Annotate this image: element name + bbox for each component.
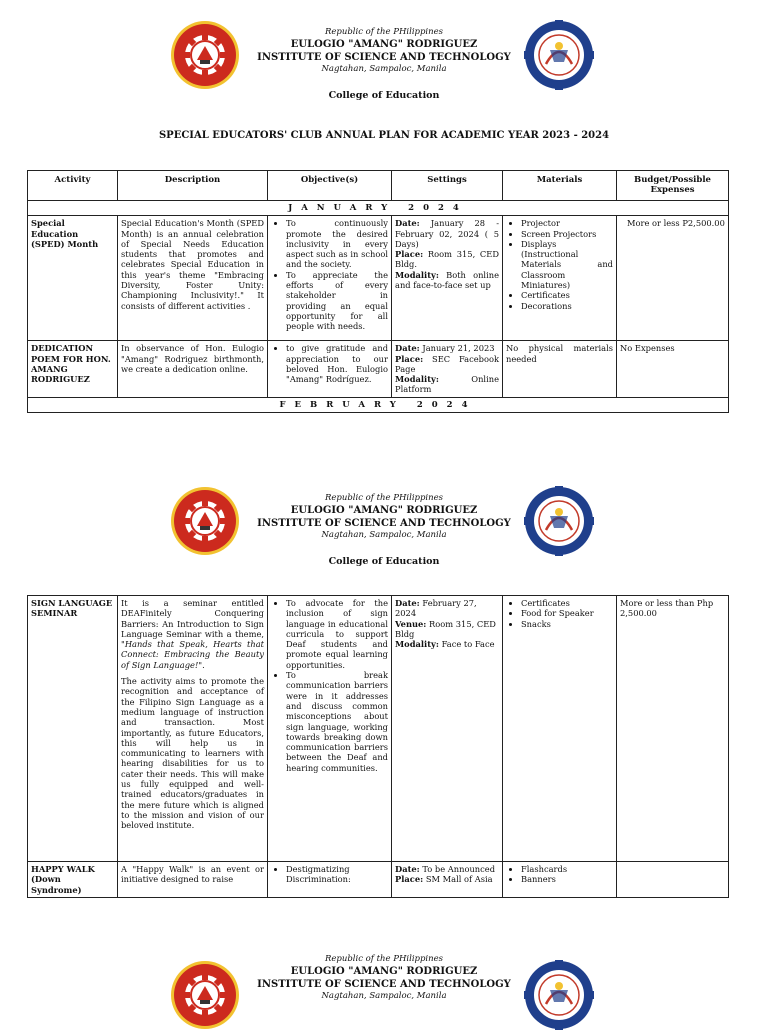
page-2 xyxy=(0,466,768,916)
objectives-cell xyxy=(268,862,392,898)
modality-label: Modality: xyxy=(395,269,439,280)
budget-cell: More or less P2,500.00 xyxy=(617,216,729,341)
column-header-settings: Settings xyxy=(392,171,503,201)
modality-label: Modality: xyxy=(395,639,439,650)
modality-value: Face to Face xyxy=(441,639,495,650)
settings-cell xyxy=(392,341,503,397)
material-item: • Certificates xyxy=(521,290,613,300)
table-row xyxy=(28,862,729,898)
institution-name-line-2: INSTITUTE OF SCIENCE AND TECHNOLOGY xyxy=(257,979,511,990)
material-item: • Food for Speaker xyxy=(521,608,613,618)
objectives-cell xyxy=(268,341,392,397)
modality-value: Both online and face-to-face set up xyxy=(395,269,499,291)
material-item: • Certificates xyxy=(521,598,613,608)
place-value: SEC Facebook Page xyxy=(395,353,499,374)
month-label: JANUARY 2024 xyxy=(28,201,729,216)
date-value: January 21, 2023 xyxy=(422,343,495,354)
place-label: Place: xyxy=(395,353,424,364)
letterhead xyxy=(0,493,768,567)
objectives-cell xyxy=(268,216,392,341)
material-item: • Snacks xyxy=(521,619,613,629)
activity-cell: Special Education (SPED) Month xyxy=(28,216,118,341)
description-paragraph-2: The activity aims to promote the recognition and acceptance of the Filipino Sign Language as a medium language of instruction and transaction. Most importantly, as future Educators, this will help us in communicating to learners with hearing disabilities for us to cater their needs. This will make us fully equipped and well-trained educators/graduates in the mere future which is aligned to the mission and vision of our beloved institute. xyxy=(121,676,264,831)
place-label: Place: xyxy=(395,249,424,260)
letterhead xyxy=(0,954,768,1002)
place-label: Place: xyxy=(395,874,424,885)
column-header-budget: Budget/Possible Expenses xyxy=(617,171,729,201)
materials-cell xyxy=(503,862,617,898)
month-label: FEBRUARY 2024 xyxy=(28,397,729,412)
materials-cell: No physical materials needed xyxy=(503,341,617,397)
letterhead xyxy=(0,27,768,101)
college-name: College of Education xyxy=(328,556,440,567)
materials-cell xyxy=(503,216,617,341)
description-theme: "Hands that Speak, Hearts that Connect: Embracing the Beauty of Sign Language!" xyxy=(121,639,264,670)
objective-item: • To break communication barriers were in it addresses and discuss common misconceptions about sign language, working towards breaking down communication barriers between the Deaf and hearing communities. xyxy=(286,670,388,773)
activity-cell: DEDICATION POEM FOR HON. AMANG RODRIGUEZ xyxy=(28,341,118,397)
material-item: • Banners xyxy=(521,874,613,884)
objective-item: • to give gratitude and appreciation to our beloved Hon. Eulogio "Amang" Rodríguez. xyxy=(286,343,388,384)
objectives-cell xyxy=(268,596,392,862)
republic-line: Republic of the PHilippines xyxy=(324,493,444,503)
institution-name-line-1: EULOGIO "AMANG" RODRIGUEZ xyxy=(290,966,478,977)
institution-name-line-1: EULOGIO "AMANG" RODRIGUEZ xyxy=(290,39,478,50)
modality-label: Modality: xyxy=(395,374,439,385)
column-header-activity: Activity xyxy=(28,171,118,201)
republic-line: Republic of the PHilippines xyxy=(324,27,444,37)
description-end: . xyxy=(202,659,205,670)
date-value: February 27, 2024 xyxy=(395,598,477,619)
materials-cell xyxy=(503,596,617,862)
annual-plan-table-continued xyxy=(27,595,729,898)
budget-cell: More or less than Php 2,500.00 xyxy=(617,596,729,862)
description-cell: Special Education's Month (SPED Month) is an annual celebration of Special Needs Education students that promotes and celebrates Special Education in this year's theme "Embracing Diversity, Foster Unity: Championing Inclusivity!." It consists of different activities . xyxy=(118,216,268,341)
description-cell: In observance of Hon. Eulogio "Amang" Rodriguez birthmonth, we create a dedication online. xyxy=(118,341,268,397)
place-value: Room 315, CED Bldg. xyxy=(395,249,499,270)
table-row xyxy=(28,596,729,862)
budget-cell xyxy=(617,862,729,898)
date-label: Date: xyxy=(395,343,420,354)
date-label: Date: xyxy=(395,864,420,874)
month-row-february xyxy=(28,397,729,412)
institution-name-line-1: EULOGIO "AMANG" RODRIGUEZ xyxy=(290,505,478,516)
description-cell xyxy=(118,596,268,862)
material-item: • Flashcards xyxy=(521,864,613,874)
date-label: Date: xyxy=(395,598,420,608)
description-intro: It is a seminar entitled DEAFinitely Conquering Barriers: An Introduction to Sign Language Seminar with a theme, xyxy=(121,598,264,639)
institution-name-line-2: INSTITUTE OF SCIENCE AND TECHNOLOGY xyxy=(257,518,511,529)
place-value: SM Mall of Asia xyxy=(425,874,493,885)
activity-cell: HAPPY WALK (Down Syndrome) xyxy=(28,862,118,898)
column-header-description: Description xyxy=(118,171,268,201)
description-cell: A "Happy Walk" is an event or initiative designed to raise xyxy=(118,862,268,898)
material-item: • Screen Projectors xyxy=(521,229,613,239)
activity-cell: SIGN LANGUAGE SEMINAR xyxy=(28,596,118,862)
table-row xyxy=(28,216,729,341)
table-row xyxy=(28,341,729,397)
objective-item: • To continuously promote the desired inclusivity in every aspect such as in school and the society. xyxy=(286,218,388,269)
date-value: To be Announced xyxy=(422,864,496,874)
date-value: January 28 - February 02, 2024 ( 5 Days) xyxy=(395,218,499,249)
material-item: • Projector xyxy=(521,218,613,228)
table-header-row xyxy=(28,171,729,201)
modality-value: Online Platform xyxy=(395,374,499,395)
column-header-objectives: Objective(s) xyxy=(268,171,392,201)
settings-cell xyxy=(392,216,503,341)
objective-item: • Destigmatizing Discrimination: xyxy=(286,864,388,885)
settings-cell xyxy=(392,862,503,898)
institution-location: Nagtahan, Sampaloc, Manila xyxy=(321,530,447,540)
page-3 xyxy=(0,932,768,1024)
date-label: Date: xyxy=(395,218,420,229)
plan-title: SPECIAL EDUCATORS' CLUB ANNUAL PLAN FOR ACADEMIC YEAR 2023 - 2024 xyxy=(158,130,610,141)
budget-cell: No Expenses xyxy=(617,341,729,397)
college-name: College of Education xyxy=(328,90,440,101)
column-header-materials: Materials xyxy=(503,171,617,201)
institution-location: Nagtahan, Sampaloc, Manila xyxy=(321,64,447,74)
material-item: • Displays (Instructional Materials and Classroom Miniatures) xyxy=(521,239,613,290)
annual-plan-table xyxy=(27,170,729,413)
venue-value: Room 315, CED Bldg xyxy=(395,618,496,639)
institution-name-line-2: INSTITUTE OF SCIENCE AND TECHNOLOGY xyxy=(257,52,511,63)
institution-location: Nagtahan, Sampaloc, Manila xyxy=(321,991,447,1001)
settings-cell xyxy=(392,596,503,862)
objective-item: • To appreciate the efforts of every stakeholder in providing an equal opportunity for all people with needs. xyxy=(286,270,388,332)
month-row-january xyxy=(28,201,729,216)
page-1 xyxy=(0,0,768,430)
venue-label: Venue: xyxy=(395,618,427,629)
objective-item: • To advocate for the inclusion of sign language in educational curricula to support Deaf students and promote equal learning opportunities. xyxy=(286,598,388,670)
republic-line: Republic of the PHilippines xyxy=(324,954,444,964)
material-item: • Decorations xyxy=(521,301,613,311)
